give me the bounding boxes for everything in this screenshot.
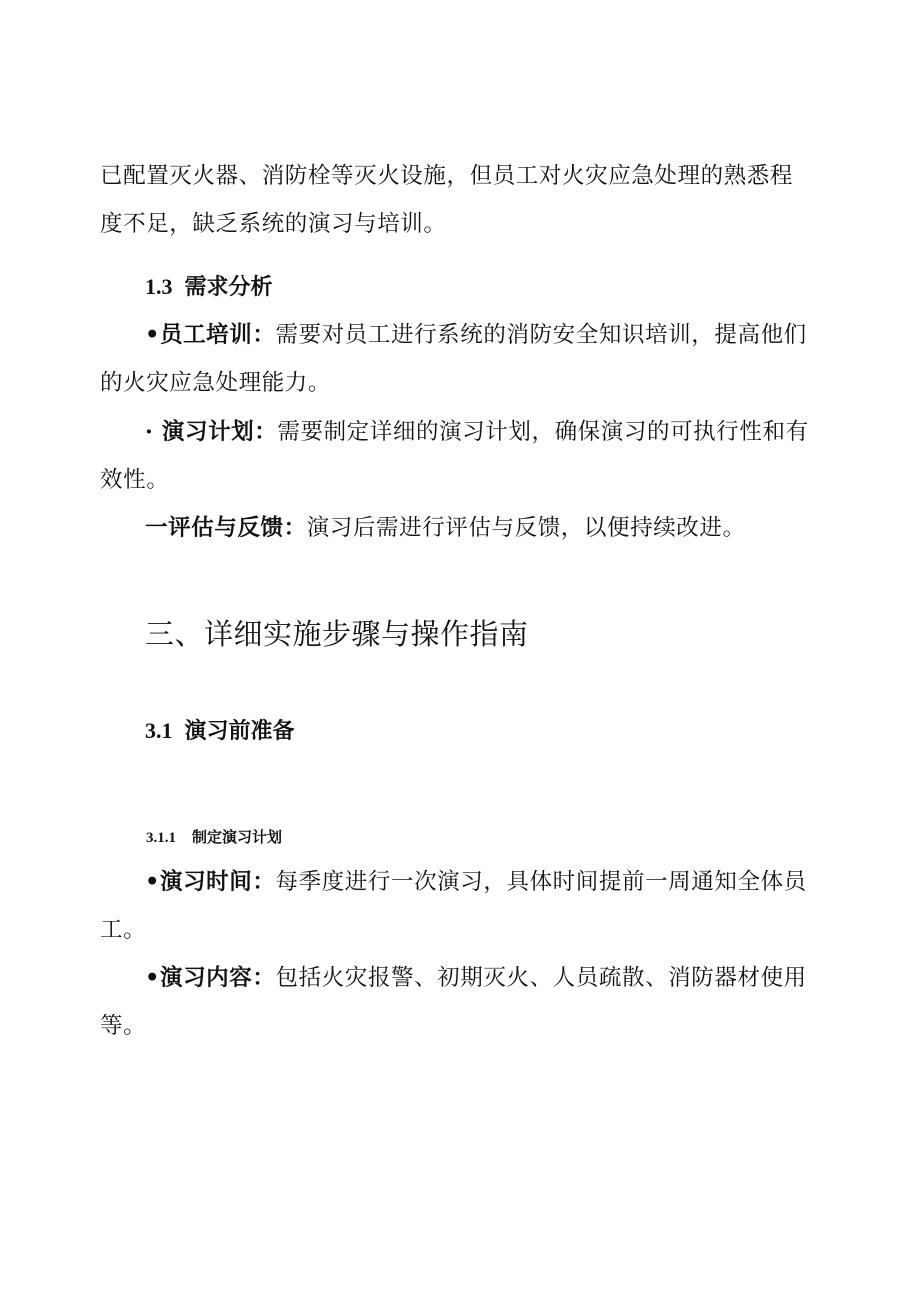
bullet-text: 演习后需进行评估与反馈，以便持续改进。	[306, 515, 746, 541]
chapter-heading-3: 三、详细实施步骤与操作指南	[145, 617, 529, 651]
section-heading-1-3	[145, 272, 273, 302]
subsection-number: 3.1.1	[146, 830, 176, 846]
bullet-text: 需要对员工进行系统的消防安全知识培训，提高他们的火灾应急处理能力。	[100, 322, 807, 396]
subsection-title: 制定演习计划	[192, 828, 283, 846]
bullet-drill-time	[100, 858, 816, 954]
bullet-text: 包括火灾报警、初期灭火、人员疏散、消防器材使用等。	[100, 965, 807, 1039]
intro-paragraph	[100, 152, 816, 248]
section-heading-3-1	[145, 716, 295, 746]
section-title: 需求分析	[184, 274, 273, 300]
bullet-drill-content	[100, 954, 816, 1050]
bullet-staff-training	[100, 311, 816, 407]
bullet-label: •演习内容：	[145, 965, 276, 991]
bullet-label: 一评估与反馈：	[145, 515, 307, 541]
section-number: 1.3	[145, 274, 173, 299]
bullet-label: · 演习计划：	[145, 419, 278, 445]
intro-text: 已配置灭火器、消防栓等灭火设施，但员工对火灾应急处理的熟悉程度不足，缺乏系统的演习与培训。	[100, 163, 794, 237]
section-number: 3.1	[145, 718, 173, 743]
bullet-text: 每季度进行一次演习，具体时间提前一周通知全体员工。	[100, 869, 807, 943]
section-title: 演习前准备	[184, 718, 295, 744]
bullet-drill-plan	[100, 408, 816, 504]
bullet-evaluation-feedback	[100, 504, 816, 552]
bullet-label: •员工培训：	[145, 322, 276, 348]
bullet-text: 需要制定详细的演习计划，确保演习的可执行性和有效性。	[100, 419, 809, 493]
subsection-heading-3-1-1	[146, 827, 282, 848]
bullet-label: •演习时间：	[145, 869, 276, 895]
